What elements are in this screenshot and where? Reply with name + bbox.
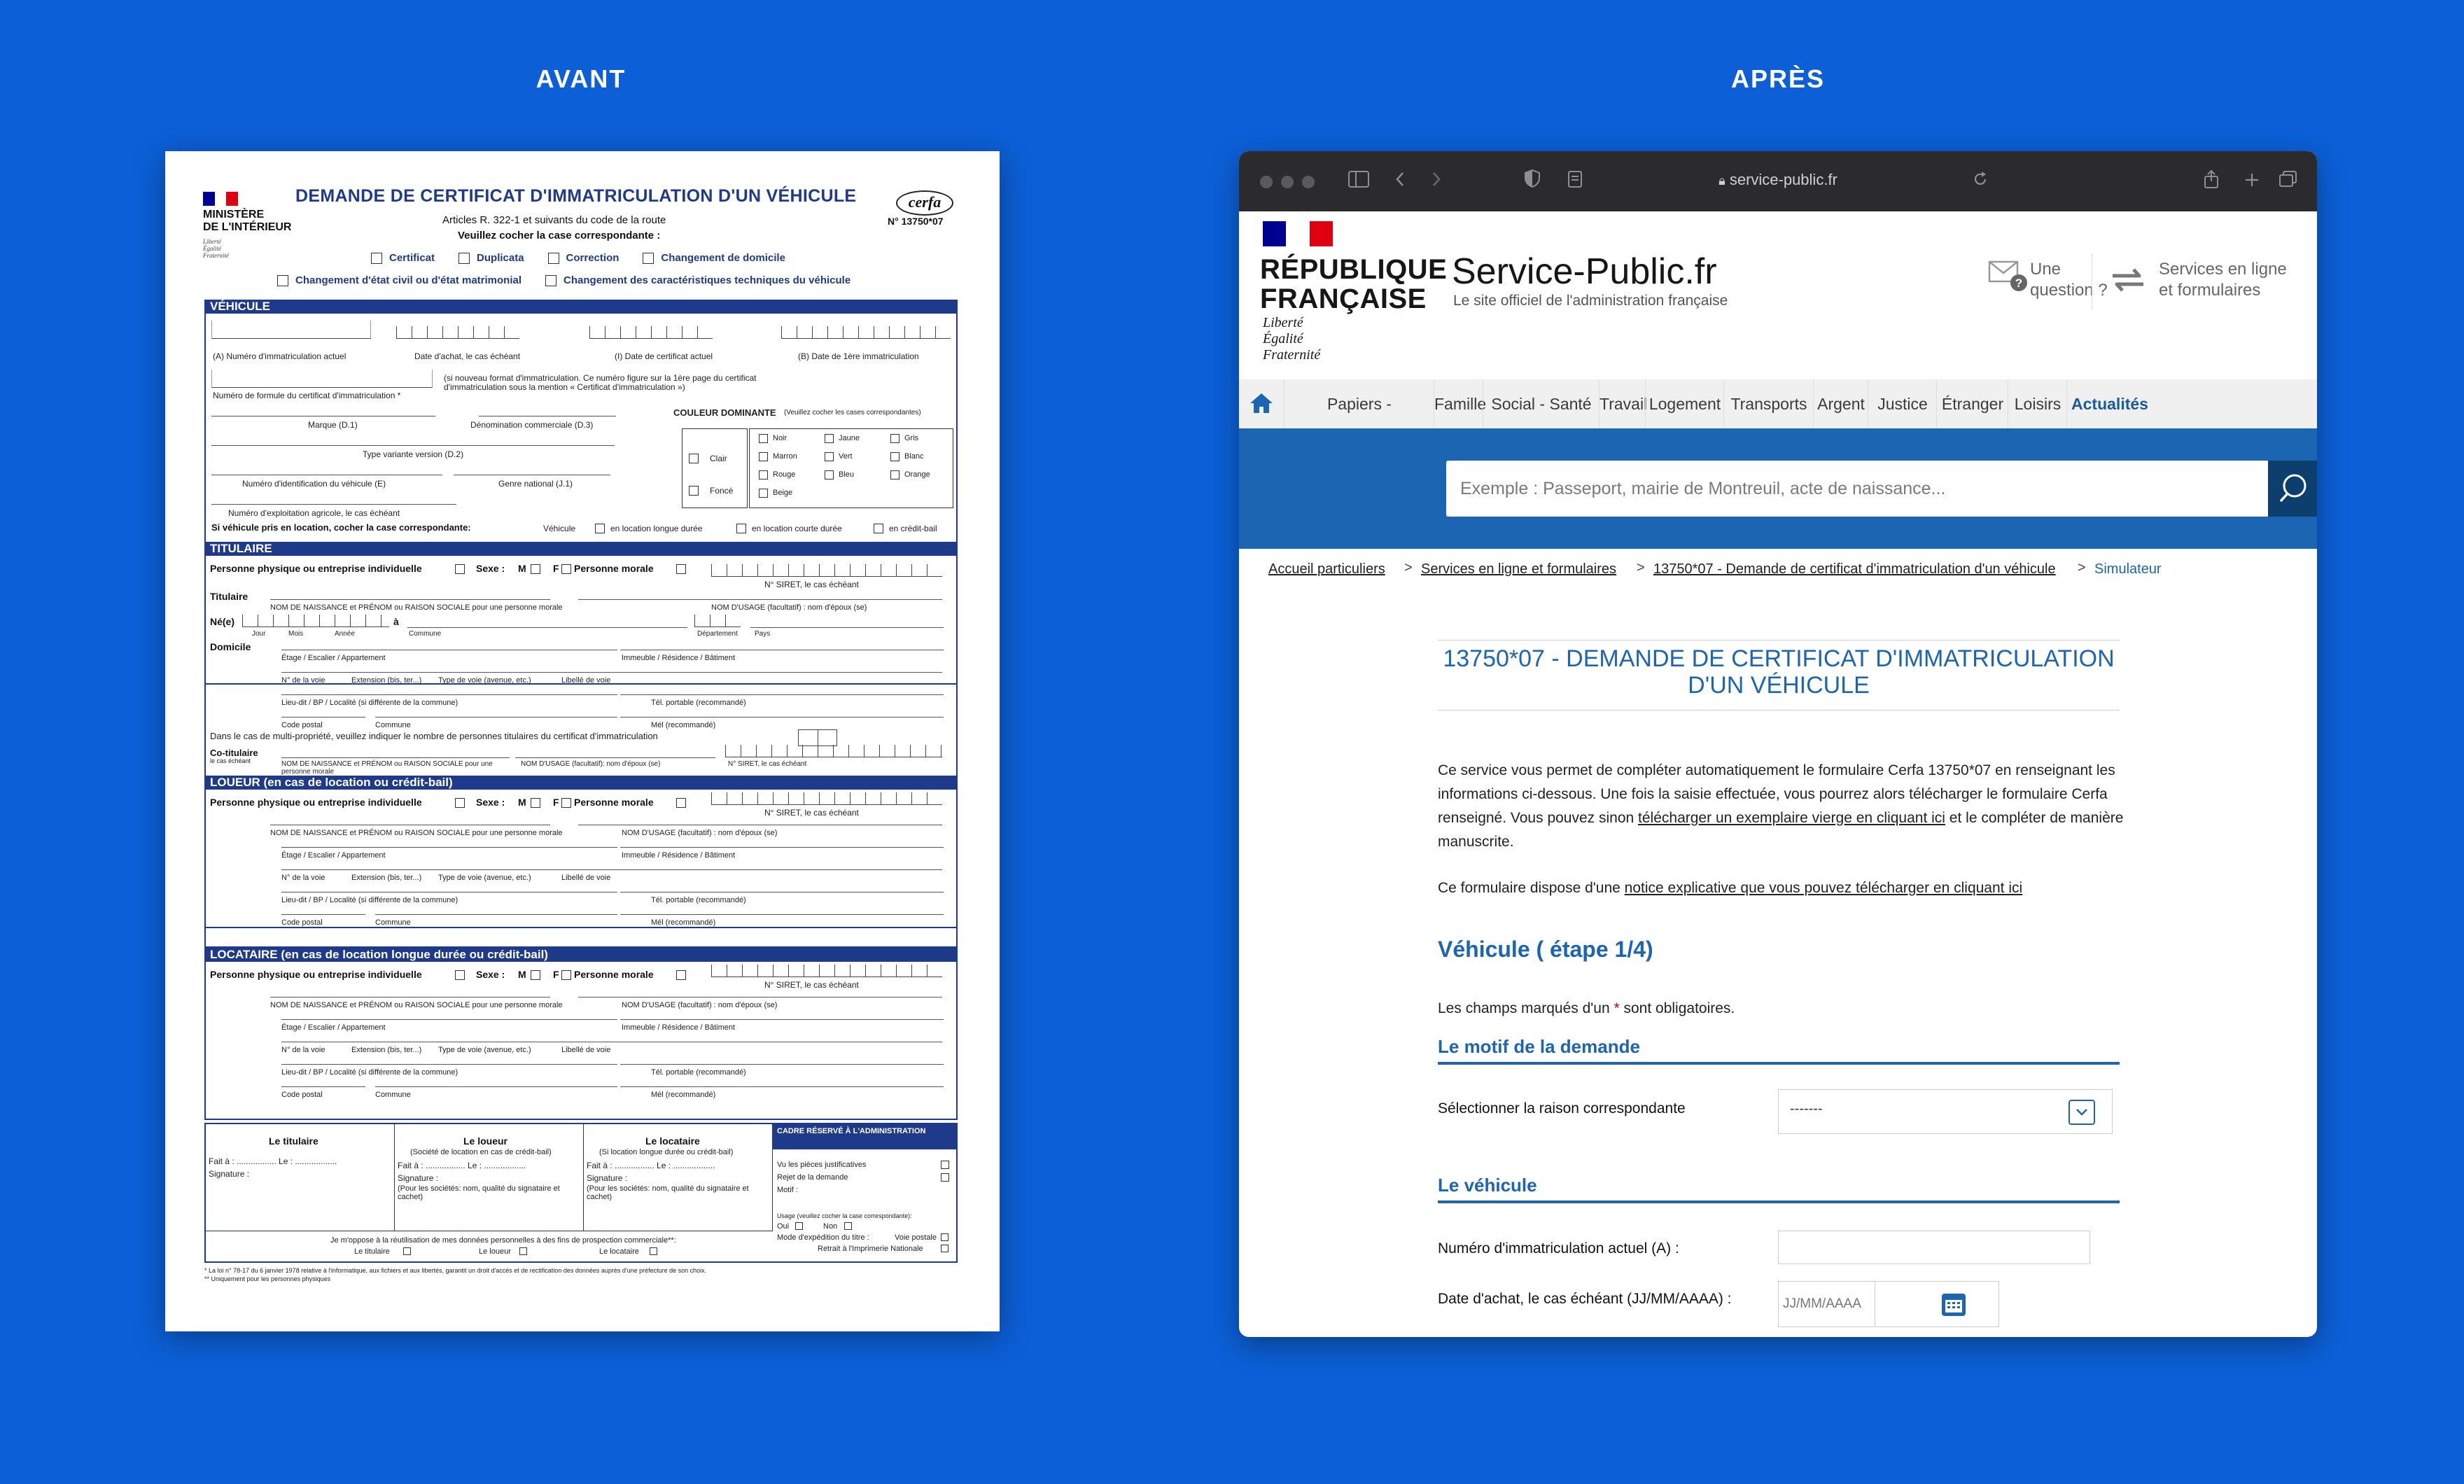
loueur-etage-line[interactable] xyxy=(281,847,617,848)
sig-loueur-title: Le loueur xyxy=(463,1135,508,1147)
shade-fonce-checkbox[interactable] xyxy=(689,486,699,496)
birth-part-label: Mois xyxy=(288,630,304,638)
signature-block xyxy=(204,1123,958,1263)
intro-paragraph: Ce service vous permet de compléter automatiquement le formulaire Cerfa 13750*07 en renseignant les informations ci-dessous. Une fois la saisie effectuée, vous pourrez alors télécharger le formulaire Cerfa renseigné. Vous pouvez sinon télécharger un exemplaire vierge en cliquant ici et le compléter de manière manuscrite. xyxy=(1438,762,2124,850)
formule-note: (si nouveau format d'immatriculation. Ce numéro figure sur la 1ère page du certificat d'immatriculation sous la mention « Certificat d'immatriculation ») xyxy=(444,373,757,392)
breadcrumb-form[interactable]: 13750*07 - Demande de certificat d'immatriculation d'un véhicule xyxy=(1653,561,2056,577)
loueur-siret-field[interactable] xyxy=(711,792,942,805)
cerfa-paper-form xyxy=(165,151,1000,1331)
color-checkbox[interactable] xyxy=(825,452,834,461)
share-icon[interactable] xyxy=(2204,169,2219,195)
formule-field[interactable] xyxy=(211,370,433,388)
tab-overview-icon[interactable] xyxy=(2279,169,2297,193)
marianne-logo-icon xyxy=(1263,221,1333,246)
color-label: Orange xyxy=(904,470,930,479)
locataire-tel-line[interactable] xyxy=(620,1064,944,1065)
search-input[interactable] xyxy=(1446,461,2268,517)
locataire-m-checkbox[interactable] xyxy=(531,970,540,980)
nav-item-transports[interactable]: Transports xyxy=(1723,379,1814,428)
search-icon xyxy=(2268,461,2317,517)
reasons-row-1[interactable] xyxy=(371,252,785,264)
footnote-2: ** Uniquement pour les personnes physiques xyxy=(204,1275,331,1282)
svg-text:?: ? xyxy=(2015,276,2023,290)
cerfa-number: N° 13750*07 xyxy=(888,216,944,227)
color-label: Jaune xyxy=(839,434,860,442)
form-title: DEMANDE DE CERTIFICAT D'IMMATRICULATION D'UN VÉHICULE xyxy=(295,186,857,206)
ministry-name: MINISTÈRE DE L'INTÉRIEUR xyxy=(203,209,292,233)
birth-part-label: Commune xyxy=(409,630,442,638)
sig-titulaire-signature: Signature : xyxy=(209,1169,250,1179)
nav-item-social-sante[interactable]: Social - Santé xyxy=(1483,379,1600,428)
locataire-siret-field[interactable] xyxy=(711,965,942,977)
date-achat-label: Date d'achat, le cas échéant xyxy=(414,351,521,361)
loueur-mel-label: Mél (recommandé) xyxy=(651,918,716,927)
sig-loueur-fait: Fait à : ................. Le : .................. xyxy=(398,1161,526,1170)
question-link[interactable]: Une question ? xyxy=(2030,260,2108,300)
nav-item-actualites[interactable]: Actualités xyxy=(2066,379,2152,428)
site-tagline: Le site officiel de l'administration française xyxy=(1453,293,1728,309)
cotitulaire-note: le cas échéant xyxy=(210,757,251,764)
lock-icon: 🔒︎ xyxy=(1718,174,1726,188)
breadcrumb-home[interactable]: Accueil particuliers xyxy=(1268,561,1385,577)
reason-caracteristiques[interactable]: Changement des caractéristiques techniques du véhicule xyxy=(545,274,850,286)
location-vehicule: Véhicule xyxy=(543,524,576,533)
loueur-commune-label: Commune xyxy=(375,918,411,927)
browser-window xyxy=(1239,151,2317,1337)
nav-item-logement[interactable]: Logement xyxy=(1645,379,1724,428)
republique-francaise-logo[interactable]: RÉPUBLIQUE FRANÇAISE xyxy=(1260,254,1448,314)
date-input[interactable] xyxy=(1779,1282,1875,1326)
reload-icon[interactable] xyxy=(1973,169,1988,193)
formule-label: Numéro de formule du certificat d'immatriculation * xyxy=(213,391,401,400)
site-header xyxy=(1239,211,2317,379)
locataire-cp-line[interactable] xyxy=(281,1086,365,1087)
locataire-morale-checkbox[interactable] xyxy=(676,970,686,980)
couleur-note: (Veuillez cocher les cases correspondantes) xyxy=(784,409,921,416)
vehicule-section-title: VÉHICULE xyxy=(204,300,958,314)
reasons-row-2[interactable] xyxy=(277,274,850,286)
admin-pieces: Vu les pièces justificatives xyxy=(777,1161,867,1169)
location-courte: en location courte durée xyxy=(752,524,842,533)
sig-loueur-signature: Signature : xyxy=(398,1173,439,1183)
reason-correction[interactable]: Correction xyxy=(548,252,620,264)
main-nav xyxy=(1239,379,2317,429)
code-postal-label: Code postal xyxy=(281,721,323,729)
titulaire-label: Titulaire xyxy=(210,591,248,602)
loueur-voie-label: N° de la voie xyxy=(281,874,326,882)
multi-label: Dans le cas de multi-propriété, veuillez indiquer le nombre de personnes titulaires du certificat d'immatriculation xyxy=(210,731,658,741)
marque-label: Marque (D.1) xyxy=(308,420,358,430)
loueur-m-checkbox[interactable] xyxy=(531,798,540,808)
sexe-f-label: F xyxy=(553,563,559,574)
loueur-cp-line[interactable] xyxy=(281,914,365,915)
notice-link[interactable]: notice explicative que vous pouvez télécharger en cliquant ici xyxy=(1624,880,2023,896)
sig-locataire-signature: Signature : xyxy=(587,1173,628,1183)
loueur-block xyxy=(165,776,1000,948)
loueur-f-checkbox[interactable] xyxy=(561,798,571,808)
etage-label: Étage / Escalier / Appartement xyxy=(281,654,386,662)
page-title: 13750*07 - DEMANDE DE CERTIFICAT D'IMMATRICULATION D'UN VÉHICULE xyxy=(1443,645,2115,699)
loueur-voie-label: Libellé de voie xyxy=(561,874,611,882)
browser-toolbar xyxy=(1239,151,2317,211)
personne-physique-label: Personne physique ou entreprise individuelle xyxy=(210,563,422,574)
nav-item-loisirs[interactable]: Loisirs xyxy=(2008,379,2067,428)
motif-label: Sélectionner la raison correspondante xyxy=(1438,1100,1686,1116)
loueur-sexe-f: F xyxy=(553,797,559,808)
admin-oui: Oui xyxy=(777,1222,790,1231)
locataire-personne-morale: Personne morale xyxy=(574,969,654,980)
color-checkbox[interactable] xyxy=(759,470,768,479)
blank-form-link[interactable]: télécharger un exemplaire vierge en cliquant ici xyxy=(1638,810,1945,826)
birth-part-label: Jour xyxy=(252,630,266,638)
type-variante-label: Type variante version (D.2) xyxy=(363,449,464,459)
admin-title: CADRE RÉSERVÉ À L'ADMINISTRATION xyxy=(773,1124,956,1149)
locataire-lieu-dit-label: Lieu-dit / BP / Localité (si différente de la commune) xyxy=(281,1068,458,1077)
locataire-tel-label: Tél. portable (recommandé) xyxy=(651,1068,746,1077)
sig-locataire-company: (Pour les sociétés: nom, qualité du signataire et cachet) xyxy=(587,1184,749,1201)
color-checkbox[interactable] xyxy=(825,470,834,479)
sig-locataire-fait: Fait à : ................. Le : .................. xyxy=(587,1161,715,1170)
motif-select[interactable] xyxy=(1778,1089,2113,1134)
reason-etat-civil[interactable]: Changement d'état civil ou d'état matrimonial xyxy=(277,274,522,286)
locataire-sexe-m: M xyxy=(518,969,526,980)
republique-motto: Liberté Égalité Fraternité xyxy=(1263,315,1321,363)
voie-ext-label: Extension (bis, ter...) xyxy=(351,676,422,685)
sig-titulaire-title: Le titulaire xyxy=(269,1135,318,1147)
multi-count-field[interactable] xyxy=(798,729,837,746)
loueur-tel-label: Tél. portable (recommandé) xyxy=(651,896,746,904)
date-cert-field[interactable] xyxy=(589,326,713,339)
locataire-commune-label: Commune xyxy=(375,1091,411,1099)
shade-clair-label: Clair xyxy=(710,454,727,463)
loueur-personne-morale: Personne morale xyxy=(574,797,654,808)
loueur-mel-line[interactable] xyxy=(620,914,944,915)
breadcrumb-separator: > xyxy=(1637,560,1645,575)
form-articles: Articles R. 322-1 et suivants du code de la route xyxy=(442,214,666,226)
breadcrumb-separator: > xyxy=(2078,560,2086,575)
nav-item-papiers-citoyennete[interactable]: Papiers - xyxy=(1284,379,1434,428)
color-label: Marron xyxy=(773,452,797,461)
location-credit-bail: en crédit-bail xyxy=(889,524,937,533)
vin-label: Numéro d'identification du véhicule (E) xyxy=(242,479,386,489)
immat-label: Numéro d'immatriculation actuel (A) : xyxy=(1438,1240,1679,1256)
locataire-siret-label: N° SIRET, le cas échéant xyxy=(764,980,859,990)
breadcrumb-separator: > xyxy=(1404,560,1413,575)
loueur-siret-label: N° SIRET, le cas échéant xyxy=(764,808,859,818)
loueur-morale-checkbox[interactable] xyxy=(676,798,686,808)
lieu-dit-label: Lieu-dit / BP / Localité (si différente de la commune) xyxy=(281,699,458,707)
date-first-field[interactable] xyxy=(781,326,951,339)
locataire-commune-line[interactable] xyxy=(375,1086,617,1087)
color-checkbox[interactable] xyxy=(890,452,899,461)
mel-label: Mél (recommandé) xyxy=(651,721,716,729)
birth-part-label: Département xyxy=(697,630,738,638)
color-label: Vert xyxy=(839,452,853,461)
locataire-voie-label: Extension (bis, ter...) xyxy=(351,1046,422,1054)
birth-part-label: Année xyxy=(335,630,355,638)
siret-label: N° SIRET, le cas échéant xyxy=(764,580,859,589)
locataire-usage-label: NOM D'USAGE (facultatif) : nom d'époux (se) xyxy=(622,1001,778,1009)
loueur-voie-line[interactable] xyxy=(281,869,942,870)
loueur-immeuble-label: Immeuble / Résidence / Bâtiment xyxy=(622,851,736,860)
loueur-voie-label: Type de voie (avenue, etc.) xyxy=(438,874,531,882)
step-title: Véhicule ( étape 1/4) xyxy=(1438,937,1653,962)
locataire-sexe-f: F xyxy=(553,969,559,980)
motif-selected-value: ------- xyxy=(1790,1101,1823,1116)
immeuble-label: Immeuble / Résidence / Bâtiment xyxy=(622,654,736,662)
home-nav-button[interactable] xyxy=(1239,379,1284,428)
opposition-locataire: Le locataire xyxy=(599,1247,639,1256)
voie-libelle-label: Libellé de voie xyxy=(561,676,611,685)
color-checkbox[interactable] xyxy=(759,452,768,461)
date-label: Date d'achat, le cas échéant (JJ/MM/AAAA) : xyxy=(1438,1291,1732,1307)
loueur-personne-physique: Personne physique ou entreprise individuelle xyxy=(210,797,422,808)
color-checkbox[interactable] xyxy=(825,434,834,443)
required-note: Les champs marqués d'un * sont obligatoires. xyxy=(1438,1000,1735,1016)
nav-item-justice[interactable]: Justice xyxy=(1868,379,1937,428)
shade-clair-checkbox[interactable] xyxy=(689,454,699,463)
footnote-1: * La loi n° 78-17 du 6 janvier 1978 relative à l'informatique, aux fichiers et aux libertés, garantit un droit d'accès et de rectification des données auprès d'une préfecture de son choix. xyxy=(204,1267,707,1274)
nav-item-argent[interactable]: Argent xyxy=(1813,379,1868,428)
breadcrumb-current: Simulateur xyxy=(2094,561,2162,577)
locataire-voie-label: N° de la voie xyxy=(281,1046,326,1054)
loueur-sexe-m: M xyxy=(518,797,526,808)
sig-locataire-title: Le locataire xyxy=(645,1135,700,1147)
co-usage-label: NOM D'USAGE (facultatif): nom d'époux (se) xyxy=(521,760,661,768)
sig-locataire-note: (Si location longue durée ou crédit-bail) xyxy=(599,1148,734,1156)
reason-domicile[interactable]: Changement de domicile xyxy=(643,252,785,264)
loueur-sexe: Sexe : xyxy=(476,797,505,808)
loueur-section-title: LOUEUR (en cas de location ou crédit-bail) xyxy=(204,776,958,790)
admin-usage: Usage (veuillez cocher la case correspondante): xyxy=(777,1212,912,1219)
immat-input[interactable] xyxy=(1778,1231,2090,1264)
color-checkbox[interactable] xyxy=(890,434,899,443)
breadcrumb-services[interactable]: Services en ligne et formulaires xyxy=(1421,561,1617,577)
voie-type-label: Type de voie (avenue, etc.) xyxy=(438,676,531,685)
locataire-immeuble-label: Immeuble / Résidence / Bâtiment xyxy=(622,1023,736,1032)
site-name[interactable]: Service-Public.fr xyxy=(1452,251,1717,292)
loueur-lieu-dit-label: Lieu-dit / BP / Localité (si différente de la commune) xyxy=(281,896,458,904)
opposition-loueur: Le loueur xyxy=(479,1247,511,1256)
loueur-nom-label: NOM DE NAISSANCE et PRÉNOM ou RAISON SOCIALE pour une personne morale xyxy=(270,829,563,837)
address-bar[interactable] xyxy=(1239,171,2317,189)
reason-certificat[interactable]: Certificat xyxy=(371,252,435,264)
vehicule-section-title: Le véhicule xyxy=(1438,1175,2120,1203)
domicile-label: Domicile xyxy=(210,641,251,652)
titulaire-section-title: TITULAIRE xyxy=(204,542,958,556)
titulaire-usage-label: NOM D'USAGE (facultatif) : nom d'époux (se) xyxy=(711,603,867,612)
co-nom-label: NOM DE NAISSANCE et PRÉNOM ou RAISON SOCIALE pour une personne morale xyxy=(281,760,493,776)
tel-label: Tél. portable (recommandé) xyxy=(651,699,746,707)
locataire-sexe: Sexe : xyxy=(476,969,505,980)
services-link[interactable]: Services en ligne et formulaires xyxy=(2159,260,2287,300)
address-text: service-public.fr xyxy=(1729,171,1837,188)
date-achat-field[interactable] xyxy=(396,326,519,339)
search-band xyxy=(1239,428,2317,549)
loueur-immeuble-line[interactable] xyxy=(620,847,944,848)
nee-label: Né(e) xyxy=(210,616,235,627)
after-heading: APRÈS xyxy=(1730,64,1826,93)
locataire-physique-checkbox[interactable] xyxy=(455,970,465,980)
commune-label: Commune xyxy=(375,721,411,729)
color-label: Bleu xyxy=(839,470,855,479)
locataire-nom-label: NOM DE NAISSANCE et PRÉNOM ou RAISON SOCIALE pour une personne morale xyxy=(270,1001,563,1009)
form-instruction: Veuillez cocher la case correspondante : xyxy=(458,230,661,241)
color-label: Rouge xyxy=(773,470,796,479)
marianne-flag-icon xyxy=(203,192,238,206)
admin-rejet: Rejet de la demande xyxy=(777,1173,848,1182)
color-label: Gris xyxy=(904,434,919,442)
birth-a-label: à xyxy=(393,616,399,627)
immat-field[interactable] xyxy=(211,321,371,339)
sig-loueur-note: (Société de location en cas de crédit-bail) xyxy=(410,1148,552,1156)
nav-item-famille[interactable]: Famille xyxy=(1434,379,1483,428)
locataire-personne-physique: Personne physique ou entreprise individuelle xyxy=(210,969,422,980)
ministry-motto: Liberté Égalité Fraternité xyxy=(203,238,229,259)
co-siret-label: N° SIRET, le cas échéant xyxy=(728,760,807,768)
locataire-f-checkbox[interactable] xyxy=(561,970,571,980)
color-label: Noir xyxy=(773,434,788,442)
immat-label: (A) Numéro d'immatriculation actuel xyxy=(213,351,346,361)
date-cert-label: (I) Date de certificat actuel xyxy=(615,351,713,361)
chevron-down-icon[interactable] xyxy=(2068,1100,2095,1125)
sig-loueur-company: (Pour les sociétés: nom, qualité du signataire et cachet) xyxy=(398,1184,560,1201)
color-label: Blanc xyxy=(904,452,924,461)
admin-non: Non xyxy=(823,1222,838,1231)
locataire-section-title: LOCATAIRE (en cas de location longue durée ou crédit-bail) xyxy=(204,948,958,962)
admin-voie-postale: Voie postale xyxy=(895,1233,937,1242)
cerfa-logo: cerfa xyxy=(896,190,953,216)
shade-box xyxy=(682,428,748,508)
loueur-etage-label: Étage / Escalier / Appartement xyxy=(281,851,386,860)
genre-label: Genre national (J.1) xyxy=(498,479,573,489)
date-first-label: (B) Date de 1ère immatriculation xyxy=(798,351,919,361)
cotitulaire-label: Co-titulaire xyxy=(210,748,258,758)
voie-num-label: N° de la voie xyxy=(281,676,326,685)
exploitation-label: Numéro d'exploitation agricole, le cas échéant xyxy=(228,508,400,518)
locataire-mel-label: Mél (recommandé) xyxy=(651,1091,716,1099)
color-checkbox[interactable] xyxy=(890,470,899,479)
personne-morale-label: Personne morale xyxy=(574,563,654,574)
locataire-voie-label: Type de voie (avenue, etc.) xyxy=(438,1046,531,1054)
locataire-etage-line[interactable] xyxy=(281,1019,617,1020)
color-checkbox[interactable] xyxy=(759,489,768,498)
admin-mode: Mode d'expédition du titre : xyxy=(777,1233,869,1242)
home-icon xyxy=(1249,392,1274,414)
reason-duplicata[interactable]: Duplicata xyxy=(458,252,524,264)
admin-motif: Motif : xyxy=(777,1186,798,1194)
titulaire-nom-label: NOM DE NAISSANCE et PRÉNOM ou RAISON SOCIALE pour une personne morale xyxy=(270,603,563,612)
loueur-code-postal-label: Code postal xyxy=(281,918,323,927)
admin-retrait: Retrait à l'Imprimerie Nationale xyxy=(818,1245,923,1253)
loueur-physique-checkbox[interactable] xyxy=(455,798,465,808)
search-button[interactable] xyxy=(2268,461,2317,517)
sexe-label: Sexe : xyxy=(476,563,505,574)
couleur-label: COULEUR DOMINANTE xyxy=(673,407,776,418)
new-tab-icon[interactable] xyxy=(2244,169,2260,193)
question-icon[interactable] xyxy=(1988,258,2030,296)
exchange-arrows-icon[interactable] xyxy=(2107,266,2149,298)
sig-titulaire-fait: Fait à : ................. Le : .................. xyxy=(209,1156,337,1166)
before-heading: AVANT xyxy=(536,64,626,93)
calendar-icon[interactable] xyxy=(1941,1293,1966,1320)
shade-fonce-label: Foncé xyxy=(710,486,734,496)
birth-part-label: Pays xyxy=(755,630,771,638)
loueur-commune-line[interactable] xyxy=(375,914,617,915)
loueur-voie-label: Extension (bis, ter...) xyxy=(351,874,422,882)
nav-item-etranger[interactable]: Étranger xyxy=(1936,379,2008,428)
motif-section-title: Le motif de la demande xyxy=(1438,1036,2120,1065)
locataire-block xyxy=(165,948,1000,1120)
locataire-code-postal-label: Code postal xyxy=(281,1091,323,1099)
opposition-titulaire: Le titulaire xyxy=(354,1247,390,1256)
color-label: Beige xyxy=(773,489,793,497)
locataire-lieu-line[interactable] xyxy=(281,1064,617,1065)
location-label: Si véhicule pris en location, cocher la case correspondante: xyxy=(211,522,471,533)
color-checkbox[interactable] xyxy=(759,434,768,443)
sexe-m-label: M xyxy=(518,563,526,574)
date-input-group xyxy=(1778,1281,1999,1327)
notice-paragraph: Ce formulaire dispose d'une notice explicative que vous pouvez télécharger en cliquant ici xyxy=(1438,880,2023,896)
nav-item-travail[interactable]: Travail xyxy=(1599,379,1646,428)
locataire-etage-label: Étage / Escalier / Appartement xyxy=(281,1023,386,1032)
locataire-immeuble-line[interactable] xyxy=(620,1019,944,1020)
locataire-voie-label: Libellé de voie xyxy=(561,1046,611,1054)
denomination-label: Dénomination commerciale (D.3) xyxy=(470,420,594,430)
location-longue: en location longue durée xyxy=(610,524,703,533)
locataire-mel-line[interactable] xyxy=(620,1086,944,1087)
loueur-usage-label: NOM D'USAGE (facultatif) : nom d'époux (se) xyxy=(622,829,778,837)
opposition-text: Je m'oppose à la réutilisation de mes données personnelles à des fins de prospection commerciale**: xyxy=(330,1236,676,1245)
